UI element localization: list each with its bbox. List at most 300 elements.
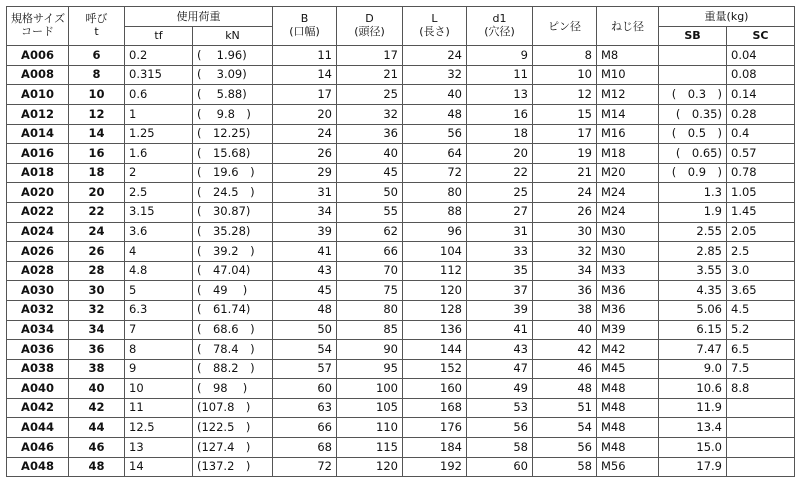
cell-d: 80 <box>337 300 403 320</box>
cell-nominal: 22 <box>69 202 125 222</box>
cell-thread: M14 <box>597 104 659 124</box>
cell-code: A018 <box>7 163 69 183</box>
cell-b: 43 <box>273 261 337 281</box>
cell-l: 48 <box>403 104 467 124</box>
cell-b: 63 <box>273 398 337 418</box>
cell-code: A008 <box>7 65 69 85</box>
cell-l: 184 <box>403 438 467 458</box>
cell-nominal: 46 <box>69 438 125 458</box>
cell-sb: 2.55 <box>659 222 727 242</box>
cell-d1: 18 <box>467 124 533 144</box>
cell-nominal: 20 <box>69 183 125 203</box>
table-row <box>7 104 795 124</box>
cell-kn: ( 9.8 ) <box>193 104 273 124</box>
cell-sc <box>727 457 795 477</box>
cell-thread: M24 <box>597 202 659 222</box>
cell-sc: 0.78 <box>727 163 795 183</box>
cell-d1: 31 <box>467 222 533 242</box>
cell-pin: 15 <box>533 104 597 124</box>
cell-nominal: 10 <box>69 85 125 105</box>
cell-d: 17 <box>337 46 403 66</box>
header-d1-line2: (穴径) <box>484 25 515 39</box>
cell-thread: M39 <box>597 320 659 340</box>
table-row <box>7 300 795 320</box>
cell-d1: 16 <box>467 104 533 124</box>
cell-kn: ( 1.96) <box>193 46 273 66</box>
cell-pin: 56 <box>533 438 597 458</box>
cell-d1: 22 <box>467 163 533 183</box>
cell-nominal: 38 <box>69 359 125 379</box>
cell-b: 39 <box>273 222 337 242</box>
cell-code: A024 <box>7 222 69 242</box>
header-pin: ピン径 <box>533 7 597 46</box>
table-row <box>7 320 795 340</box>
cell-l: 192 <box>403 457 467 477</box>
cell-d1: 58 <box>467 438 533 458</box>
cell-code: A044 <box>7 418 69 438</box>
cell-d: 55 <box>337 202 403 222</box>
cell-b: 57 <box>273 359 337 379</box>
header-nominal <box>69 7 125 46</box>
cell-l: 176 <box>403 418 467 438</box>
header-l <box>403 7 467 46</box>
cell-l: 64 <box>403 144 467 164</box>
cell-l: 160 <box>403 379 467 399</box>
table-row <box>7 183 795 203</box>
cell-b: 34 <box>273 202 337 222</box>
cell-d: 90 <box>337 340 403 360</box>
table-row <box>7 379 795 399</box>
cell-l: 112 <box>403 261 467 281</box>
cell-kn: ( 68.6 ) <box>193 320 273 340</box>
cell-d1: 35 <box>467 261 533 281</box>
table-row <box>7 65 795 85</box>
cell-nominal: 16 <box>69 144 125 164</box>
header-d-line1: D <box>365 12 374 26</box>
cell-thread: M45 <box>597 359 659 379</box>
cell-pin: 19 <box>533 144 597 164</box>
cell-thread: M56 <box>597 457 659 477</box>
cell-thread: M48 <box>597 438 659 458</box>
cell-sb: 7.47 <box>659 340 727 360</box>
cell-kn: ( 39.2 ) <box>193 242 273 262</box>
cell-nominal: 34 <box>69 320 125 340</box>
cell-pin: 10 <box>533 65 597 85</box>
cell-pin: 48 <box>533 379 597 399</box>
cell-d: 95 <box>337 359 403 379</box>
cell-d1: 25 <box>467 183 533 203</box>
cell-sb: 13.4 <box>659 418 727 438</box>
cell-thread: M48 <box>597 418 659 438</box>
cell-code: A016 <box>7 144 69 164</box>
cell-pin: 36 <box>533 281 597 301</box>
cell-l: 24 <box>403 46 467 66</box>
cell-l: 104 <box>403 242 467 262</box>
cell-tf: 7 <box>125 320 193 340</box>
cell-d1: 37 <box>467 281 533 301</box>
cell-thread: M36 <box>597 300 659 320</box>
header-kn: kN <box>193 26 273 46</box>
cell-d: 21 <box>337 65 403 85</box>
cell-l: 96 <box>403 222 467 242</box>
cell-d: 36 <box>337 124 403 144</box>
table-header <box>7 7 795 46</box>
cell-tf: 5 <box>125 281 193 301</box>
cell-code: A042 <box>7 398 69 418</box>
cell-d1: 39 <box>467 300 533 320</box>
cell-b: 72 <box>273 457 337 477</box>
header-b-line2: (口幅) <box>289 25 320 39</box>
cell-tf: 6.3 <box>125 300 193 320</box>
header-d <box>337 7 403 46</box>
cell-code: A036 <box>7 340 69 360</box>
cell-code: A034 <box>7 320 69 340</box>
cell-l: 88 <box>403 202 467 222</box>
cell-d: 50 <box>337 183 403 203</box>
cell-l: 168 <box>403 398 467 418</box>
cell-sb: 10.6 <box>659 379 727 399</box>
cell-kn: (107.8 ) <box>193 398 273 418</box>
cell-kn: ( 15.68) <box>193 144 273 164</box>
cell-sc: 3.0 <box>727 261 795 281</box>
cell-thread: M48 <box>597 398 659 418</box>
cell-tf: 3.15 <box>125 202 193 222</box>
cell-sb: 1.3 <box>659 183 727 203</box>
cell-sb <box>659 46 727 66</box>
cell-sb: 4.35 <box>659 281 727 301</box>
cell-pin: 40 <box>533 320 597 340</box>
cell-sc: 1.45 <box>727 202 795 222</box>
cell-tf: 0.315 <box>125 65 193 85</box>
table-row <box>7 46 795 66</box>
cell-d1: 20 <box>467 144 533 164</box>
cell-thread: M36 <box>597 281 659 301</box>
table-row <box>7 163 795 183</box>
cell-code: A040 <box>7 379 69 399</box>
cell-sb: 6.15 <box>659 320 727 340</box>
cell-b: 26 <box>273 144 337 164</box>
header-working-load: 使用荷重 <box>125 7 273 27</box>
cell-d: 25 <box>337 85 403 105</box>
table-row <box>7 85 795 105</box>
cell-b: 24 <box>273 124 337 144</box>
cell-thread: M16 <box>597 124 659 144</box>
cell-tf: 3.6 <box>125 222 193 242</box>
cell-sc: 8.8 <box>727 379 795 399</box>
cell-nominal: 6 <box>69 46 125 66</box>
cell-nominal: 42 <box>69 398 125 418</box>
table-row <box>7 144 795 164</box>
cell-l: 144 <box>403 340 467 360</box>
cell-pin: 58 <box>533 457 597 477</box>
table-row <box>7 418 795 438</box>
cell-tf: 0.6 <box>125 85 193 105</box>
table-row <box>7 457 795 477</box>
cell-tf: 11 <box>125 398 193 418</box>
cell-tf: 4 <box>125 242 193 262</box>
cell-tf: 13 <box>125 438 193 458</box>
header-b <box>273 7 337 46</box>
cell-sb: 11.9 <box>659 398 727 418</box>
spec-table <box>6 6 795 477</box>
cell-d1: 60 <box>467 457 533 477</box>
cell-d: 105 <box>337 398 403 418</box>
table-row <box>7 261 795 281</box>
header-thread: ねじ径 <box>597 7 659 46</box>
cell-kn: ( 24.5 ) <box>193 183 273 203</box>
cell-sc <box>727 398 795 418</box>
cell-pin: 34 <box>533 261 597 281</box>
cell-nominal: 32 <box>69 300 125 320</box>
cell-d1: 49 <box>467 379 533 399</box>
table-row <box>7 124 795 144</box>
cell-code: A022 <box>7 202 69 222</box>
cell-l: 40 <box>403 85 467 105</box>
cell-nominal: 40 <box>69 379 125 399</box>
cell-kn: ( 47.04) <box>193 261 273 281</box>
cell-b: 11 <box>273 46 337 66</box>
cell-d1: 9 <box>467 46 533 66</box>
cell-b: 60 <box>273 379 337 399</box>
cell-l: 120 <box>403 281 467 301</box>
cell-sc: 7.5 <box>727 359 795 379</box>
cell-pin: 30 <box>533 222 597 242</box>
cell-tf: 1.25 <box>125 124 193 144</box>
cell-tf: 8 <box>125 340 193 360</box>
header-tf: tf <box>125 26 193 46</box>
header-d1 <box>467 7 533 46</box>
cell-sb: ( 0.5 ) <box>659 124 727 144</box>
cell-thread: M24 <box>597 183 659 203</box>
cell-pin: 21 <box>533 163 597 183</box>
cell-sc: 0.28 <box>727 104 795 124</box>
cell-l: 80 <box>403 183 467 203</box>
cell-kn: ( 19.6 ) <box>193 163 273 183</box>
cell-code: A026 <box>7 242 69 262</box>
cell-pin: 38 <box>533 300 597 320</box>
cell-pin: 51 <box>533 398 597 418</box>
cell-b: 20 <box>273 104 337 124</box>
cell-d1: 33 <box>467 242 533 262</box>
cell-kn: ( 88.2 ) <box>193 359 273 379</box>
cell-b: 50 <box>273 320 337 340</box>
cell-sc: 6.5 <box>727 340 795 360</box>
cell-sb: ( 0.65) <box>659 144 727 164</box>
header-sb: SB <box>659 26 727 46</box>
table-row <box>7 281 795 301</box>
cell-nominal: 48 <box>69 457 125 477</box>
cell-d: 62 <box>337 222 403 242</box>
cell-pin: 54 <box>533 418 597 438</box>
cell-tf: 0.2 <box>125 46 193 66</box>
cell-sc: 3.65 <box>727 281 795 301</box>
cell-code: A012 <box>7 104 69 124</box>
cell-pin: 17 <box>533 124 597 144</box>
cell-kn: ( 30.87) <box>193 202 273 222</box>
cell-sb: 15.0 <box>659 438 727 458</box>
cell-thread: M42 <box>597 340 659 360</box>
cell-tf: 2 <box>125 163 193 183</box>
cell-d1: 56 <box>467 418 533 438</box>
cell-sc: 1.05 <box>727 183 795 203</box>
header-d1-line1: d1 <box>492 12 507 26</box>
table-body <box>7 46 795 477</box>
cell-d: 85 <box>337 320 403 340</box>
header-code <box>7 7 69 46</box>
cell-b: 29 <box>273 163 337 183</box>
cell-sb: ( 0.35) <box>659 104 727 124</box>
cell-l: 128 <box>403 300 467 320</box>
cell-d: 66 <box>337 242 403 262</box>
cell-d: 115 <box>337 438 403 458</box>
cell-sb: 9.0 <box>659 359 727 379</box>
cell-kn: ( 5.88) <box>193 85 273 105</box>
cell-l: 72 <box>403 163 467 183</box>
cell-code: A030 <box>7 281 69 301</box>
cell-pin: 24 <box>533 183 597 203</box>
cell-tf: 4.8 <box>125 261 193 281</box>
cell-tf: 1 <box>125 104 193 124</box>
cell-nominal: 14 <box>69 124 125 144</box>
cell-l: 136 <box>403 320 467 340</box>
cell-d1: 13 <box>467 85 533 105</box>
cell-pin: 8 <box>533 46 597 66</box>
cell-sc: 0.57 <box>727 144 795 164</box>
cell-d: 110 <box>337 418 403 438</box>
header-b-line1: B <box>300 12 309 26</box>
cell-nominal: 18 <box>69 163 125 183</box>
cell-code: A014 <box>7 124 69 144</box>
cell-d: 70 <box>337 261 403 281</box>
cell-d: 100 <box>337 379 403 399</box>
header-nominal-line2: t <box>94 25 99 39</box>
header-sc: SC <box>727 26 795 46</box>
cell-code: A020 <box>7 183 69 203</box>
cell-tf: 12.5 <box>125 418 193 438</box>
cell-tf: 2.5 <box>125 183 193 203</box>
cell-kn: (127.4 ) <box>193 438 273 458</box>
cell-kn: (137.2 ) <box>193 457 273 477</box>
cell-nominal: 30 <box>69 281 125 301</box>
cell-code: A006 <box>7 46 69 66</box>
cell-kn: ( 35.28) <box>193 222 273 242</box>
table-row <box>7 398 795 418</box>
cell-sb: 17.9 <box>659 457 727 477</box>
cell-code: A010 <box>7 85 69 105</box>
cell-kn: ( 3.09) <box>193 65 273 85</box>
cell-sb <box>659 65 727 85</box>
cell-b: 48 <box>273 300 337 320</box>
cell-kn: ( 49 ) <box>193 281 273 301</box>
cell-pin: 42 <box>533 340 597 360</box>
table-row <box>7 438 795 458</box>
cell-d1: 43 <box>467 340 533 360</box>
cell-d1: 53 <box>467 398 533 418</box>
header-d-line2: (頭径) <box>354 25 385 39</box>
cell-thread: M10 <box>597 65 659 85</box>
cell-sb: 3.55 <box>659 261 727 281</box>
cell-kn: ( 98 ) <box>193 379 273 399</box>
header-code-line2: コード <box>21 25 54 39</box>
cell-nominal: 44 <box>69 418 125 438</box>
cell-nominal: 24 <box>69 222 125 242</box>
cell-sc: 0.4 <box>727 124 795 144</box>
table-row <box>7 242 795 262</box>
header-l-line2: (長さ) <box>419 25 450 39</box>
cell-d: 45 <box>337 163 403 183</box>
cell-sc: 4.5 <box>727 300 795 320</box>
cell-sc: 2.05 <box>727 222 795 242</box>
cell-thread: M30 <box>597 222 659 242</box>
header-l-line1: L <box>431 12 438 26</box>
cell-thread: M33 <box>597 261 659 281</box>
cell-b: 17 <box>273 85 337 105</box>
cell-b: 68 <box>273 438 337 458</box>
cell-sc <box>727 418 795 438</box>
cell-sb: 1.9 <box>659 202 727 222</box>
cell-code: A048 <box>7 457 69 477</box>
cell-b: 45 <box>273 281 337 301</box>
cell-thread: M20 <box>597 163 659 183</box>
cell-nominal: 8 <box>69 65 125 85</box>
cell-d: 120 <box>337 457 403 477</box>
cell-d1: 47 <box>467 359 533 379</box>
table-row <box>7 359 795 379</box>
cell-sc <box>727 438 795 458</box>
cell-b: 66 <box>273 418 337 438</box>
cell-kn: ( 12.25) <box>193 124 273 144</box>
cell-sc: 0.04 <box>727 46 795 66</box>
cell-b: 54 <box>273 340 337 360</box>
cell-tf: 10 <box>125 379 193 399</box>
cell-code: A028 <box>7 261 69 281</box>
cell-sb: ( 0.9 ) <box>659 163 727 183</box>
cell-l: 152 <box>403 359 467 379</box>
cell-pin: 32 <box>533 242 597 262</box>
cell-sc: 0.08 <box>727 65 795 85</box>
cell-d1: 27 <box>467 202 533 222</box>
cell-sb: 5.06 <box>659 300 727 320</box>
cell-d: 40 <box>337 144 403 164</box>
cell-kn: (122.5 ) <box>193 418 273 438</box>
table-row <box>7 202 795 222</box>
cell-tf: 1.6 <box>125 144 193 164</box>
cell-kn: ( 78.4 ) <box>193 340 273 360</box>
cell-nominal: 12 <box>69 104 125 124</box>
cell-nominal: 28 <box>69 261 125 281</box>
cell-tf: 14 <box>125 457 193 477</box>
cell-pin: 46 <box>533 359 597 379</box>
cell-tf: 9 <box>125 359 193 379</box>
cell-thread: M18 <box>597 144 659 164</box>
cell-thread: M12 <box>597 85 659 105</box>
cell-d: 32 <box>337 104 403 124</box>
cell-thread: M30 <box>597 242 659 262</box>
cell-sc: 0.14 <box>727 85 795 105</box>
cell-b: 41 <box>273 242 337 262</box>
cell-sc: 2.5 <box>727 242 795 262</box>
cell-thread: M8 <box>597 46 659 66</box>
cell-thread: M48 <box>597 379 659 399</box>
cell-d: 75 <box>337 281 403 301</box>
cell-b: 14 <box>273 65 337 85</box>
cell-l: 56 <box>403 124 467 144</box>
cell-b: 31 <box>273 183 337 203</box>
cell-pin: 26 <box>533 202 597 222</box>
table-row <box>7 222 795 242</box>
table-row <box>7 340 795 360</box>
cell-code: A038 <box>7 359 69 379</box>
